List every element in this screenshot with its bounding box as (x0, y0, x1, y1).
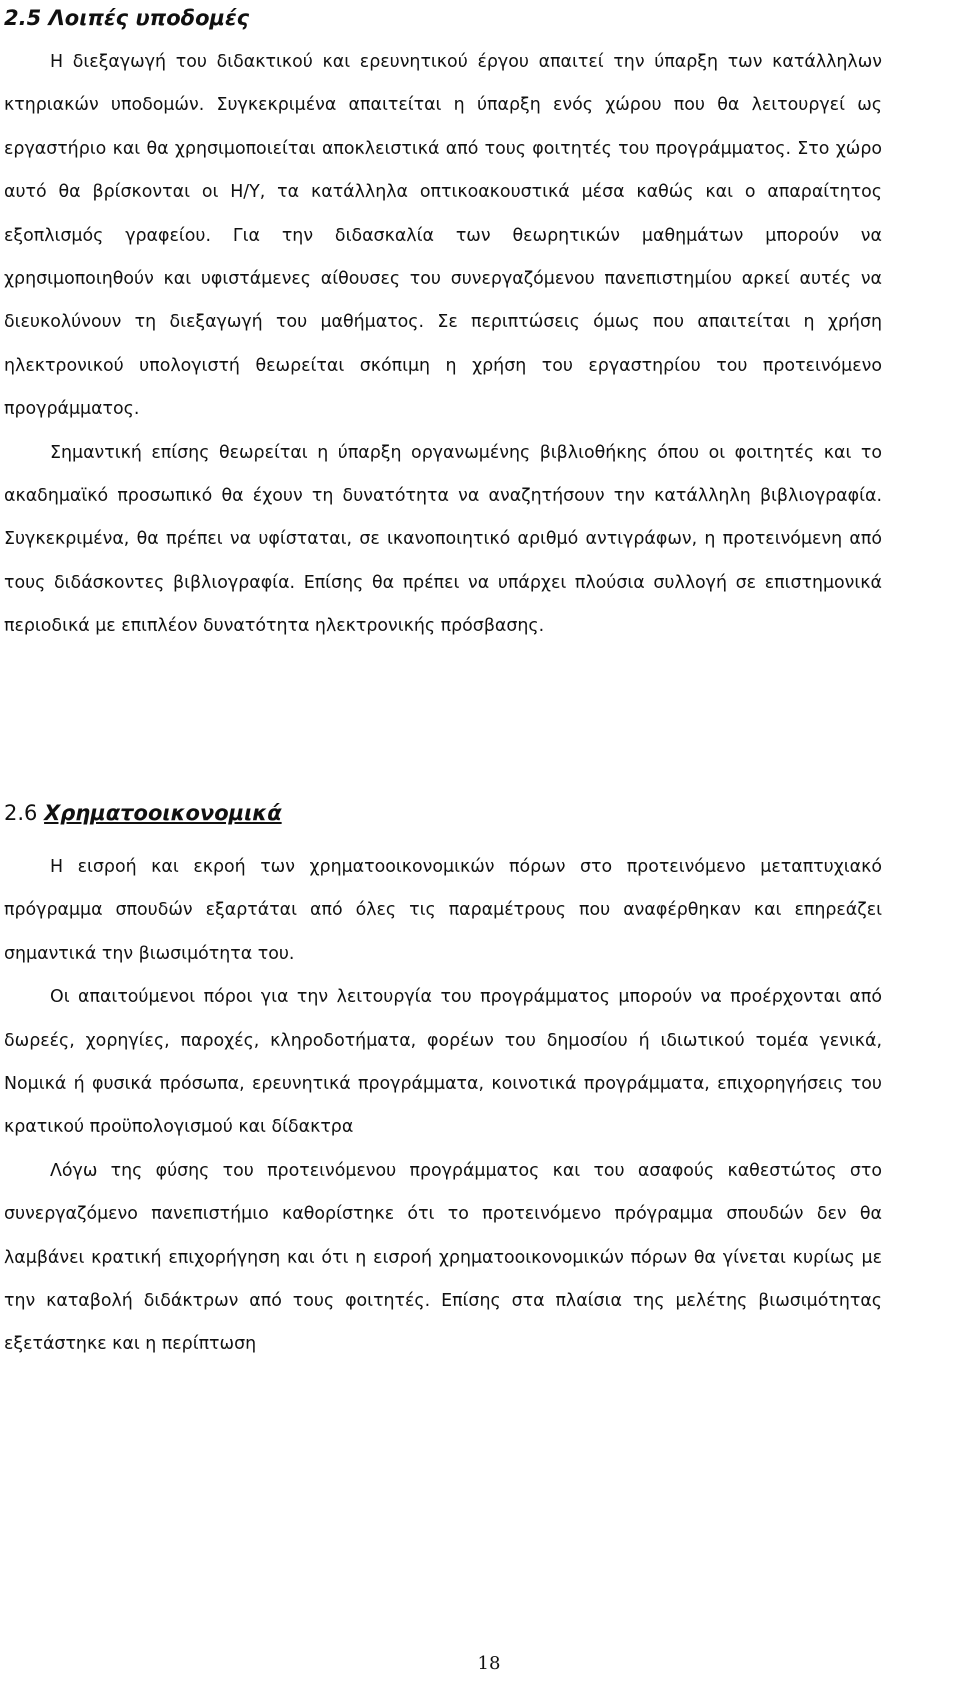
section-body (4, 41, 882, 649)
paragraph: Λόγω της φύσης του προτεινόμενου προγράμματος και του ασαφούς καθεστώτος στο συνεργαζόμενο πανεπιστήμιο καθορίστηκε ότι το προτεινόμενο πρόγραμμα σπουδών δεν θα λαμβάνει κρατική επιχορήγηση και ότι η εισροή χρηματοοικονομικών πόρων θα γίνεται κυρίως με την καταβολή διδάκτρων από τους φοιτητές. Επίσης στα πλαίσια της μελέτης βιωσιμότητας εξετάστηκε και η περίπτωση (4, 1160, 882, 1355)
page-number: 18 (477, 1653, 501, 1674)
section-2-6 (4, 795, 882, 1367)
paragraph: Σημαντική επίσης θεωρείται η ύπαρξη οργανωμένης βιβλιοθήκης όπου οι φοιτητές και το ακαδημαϊκό προσωπικό θα έχουν τη δυνατότητα να αναζητήσουν την κατάλληλη βιβλιογραφία. Συγκεκριμένα, θα πρέπει να υφίσταται, σε ικανοποιητικό αριθμό αντιγράφων, η προτεινόμενη από τους διδάσκοντες βιβλιογραφία. Επίσης θα πρέπει να υπάρχει πλούσια συλλογή σε επιστημονικά περιοδικά με επιπλέον δυνατότητα ηλεκτρονικής πρόσβασης. (4, 442, 882, 637)
section-heading-number: 2.6 (4, 801, 45, 825)
paragraph: Οι απαιτούμενοι πόροι για την λειτουργία του προγράμματος μπορούν να προέρχονται από δωρεές, χορηγίες, παροχές, κληροδοτήματα, φορέων του δημοσίου ή ιδιωτικού τομέα γενικά, Νομικά ή φυσικά πρόσωπα, ερευνητικά προγράμματα, κοινοτικά προγράμματα, επιχορηγήσεις του κρατικού προϋπολογισμού και δίδακτρα (4, 987, 882, 1138)
paragraph: Η εισροή και εκροή των χρηματοοικονομικών πόρων στο προτεινόμενο μεταπτυχιακό πρόγραμμα σπουδών εξαρτάται από όλες τις παραμέτρους που αναφέρθηκαν και επηρεάζει σημαντικά την βιωσιμότητα του. (4, 857, 882, 964)
section-body (4, 846, 882, 1367)
section-heading (4, 0, 882, 36)
section-heading-title: Λοιπές υποδομές (48, 6, 250, 30)
section-heading-title: Χρηματοοικονομικά (44, 801, 282, 825)
section-heading-number: 2.5 (4, 6, 49, 30)
section-heading (4, 795, 882, 831)
paragraph: Η διεξαγωγή του διδακτικού και ερευνητικού έργου απαιτεί την ύπαρξη των κατάλληλων κτηριακών υποδομών. Συγκεκριμένα απαιτείται η ύπαρξη ενός χώρου που θα λειτουργεί ως εργαστήριο και θα χρησιμοποιείται αποκλειστικά από τους φοιτητές του προγράμματος. Στο χώρο αυτό θα βρίσκονται οι Η/Υ, τα κατάλληλα οπτικοακουστικά μέσα καθώς και ο απαραίτητος εξοπλισμός γραφείου. Για την διδασκαλία των θεωρητικών μαθημάτων μπορούν να χρησιμοποιηθούν και υφιστάμενες αίθουσες του συνεργαζόμενου πανεπιστημίου αρκεί αυτές να διευκολύνουν τη διεξαγωγή του μαθήματος. Σε περιπτώσεις όμως που απαιτείται η χρήση ηλεκτρονικού υπολογιστή θεωρείται σκόπιμη η χρήση του εργαστηρίου του προτεινόμενο προγράμματος. (4, 52, 882, 420)
section-2-5 (4, 0, 882, 649)
